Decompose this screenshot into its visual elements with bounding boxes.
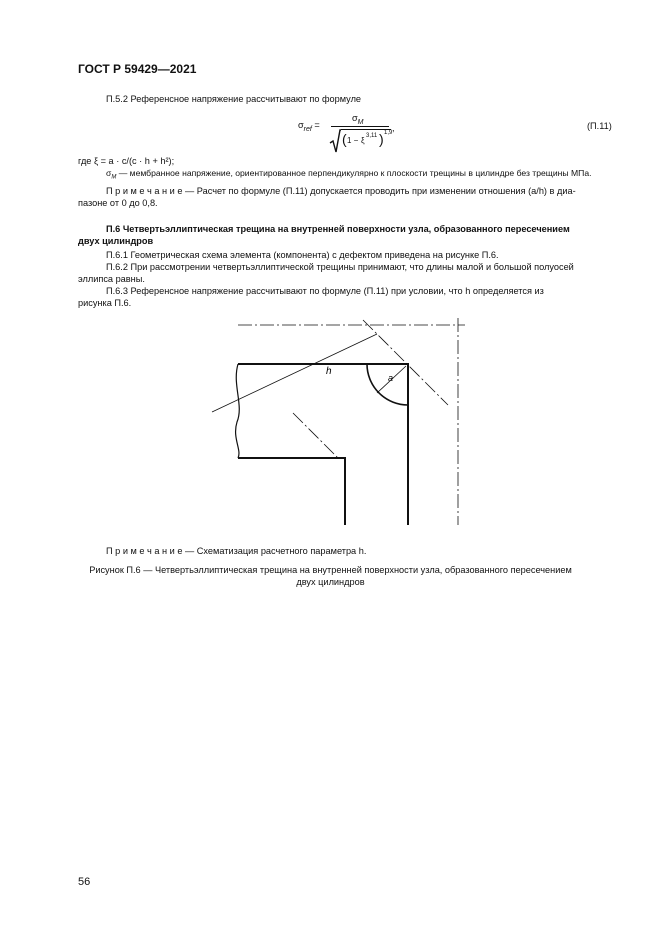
formula-outer-exp: 1,9 — [384, 130, 393, 136]
p63: П.6.3 Референсное напряжение рассчитывают по формуле (П.11) при условии, что h определяется из — [106, 286, 544, 296]
page-number: 56 — [78, 876, 91, 888]
section-p6-heading: П.6 Четвертьэллиптическая трещина на внутренней поверхности узла, образованного пересечением — [106, 224, 570, 234]
h-extension-line — [293, 413, 338, 458]
note-p11-cont: пазоне от 0 до 0,8. — [78, 198, 158, 208]
figure-note: П р и м е ч а н и е — Схематизация расчетного параметра h. — [106, 546, 367, 556]
formula-p11: $\sigma_{ref}$ = $\sigma_M$ ( 1 − ξ 3,11 ) 1,9 , — [298, 112, 428, 154]
label-h: h — [326, 366, 332, 377]
formula-xi: ξ — [361, 136, 365, 145]
figure-caption-cont: двух цилиндров — [296, 577, 365, 587]
diagonal-reference-line — [363, 320, 448, 405]
where-line: где ξ = a · c/(c · h + h²); — [78, 156, 175, 166]
label-a: a — [388, 373, 394, 383]
p52-intro: П.5.2 Референсное напряжение рассчитывают по формуле — [106, 94, 362, 104]
sigma-m-definition: $\sigma_M$ — мембранное напряжение, ориентированное перпендикулярно к плоскости трещины в цилиндре без трещины МПа. — [106, 168, 592, 181]
figure-caption: Рисунок П.6 — Четвертьэллиптическая трещина на внутренней поверхности узла, образованного пересечением — [89, 565, 572, 575]
formula-xi-exp: 3,11 — [366, 133, 378, 139]
formula-one-minus: 1 − — [347, 136, 359, 145]
break-line — [236, 364, 240, 458]
formula-lhs: $\sigma_{ref}$ = — [298, 120, 320, 133]
section-p6-heading-cont: двух цилиндров — [78, 236, 154, 246]
p61: П.6.1 Геометрическая схема элемента (компонента) с дефектом приведена на рисунке П.6. — [106, 250, 499, 260]
note-p11: П р и м е ч а н и е — Расчет по формуле (П.11) допускается проводить при изменении отношения (a/h) в диа- — [106, 186, 576, 196]
inner-contour — [238, 458, 345, 525]
document-header: ГОСТ Р 59429—2021 — [78, 62, 197, 76]
p62-cont: эллипса равны. — [78, 274, 145, 284]
formula-numerator: $\sigma_M$ — [352, 113, 364, 126]
p62: П.6.2 При рассмотрении четвертьэллиптической трещины принимают, что длины малой и большой полуосей — [106, 262, 574, 272]
p63-cont: рисунка П.6. — [78, 298, 132, 308]
formula-number: (П.11) — [587, 121, 612, 131]
